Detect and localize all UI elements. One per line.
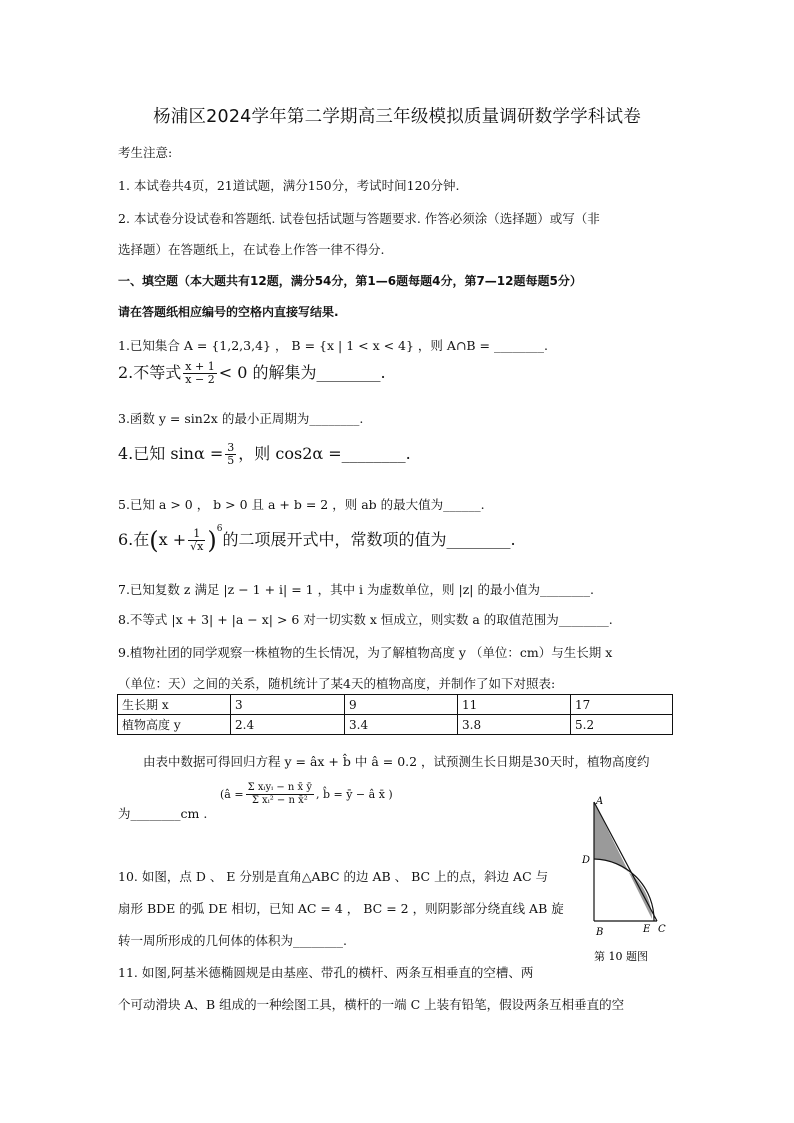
table-cell: 生长期 x xyxy=(118,695,231,715)
figure-10 xyxy=(572,790,672,965)
question-10-line-1: 10. 如图，点 D 、 E 分别是直角△ABC 的边 AB 、 BC 上的点，斜边 AC 与 xyxy=(118,869,549,884)
question-2 xyxy=(118,360,386,386)
table-cell: 5.2 xyxy=(571,715,673,735)
question-10-line-3: 转一周所形成的几何体的体积为________. xyxy=(118,933,347,948)
q2-numerator: x + 1 xyxy=(185,360,215,373)
q6-fraction xyxy=(188,528,205,553)
right-paren: ) xyxy=(207,526,217,555)
table-cell: 植物高度 y xyxy=(118,715,231,735)
q6-numerator: 1 xyxy=(188,528,205,541)
table-row xyxy=(118,695,673,715)
section-instruction: 请在答题纸相应编号的空格内直接写结果. xyxy=(118,305,339,319)
q6-inner: x + xyxy=(158,530,187,549)
label-a: A xyxy=(596,796,604,807)
q6-exponent: 6 xyxy=(216,524,223,534)
q6-denominator: √x xyxy=(190,540,204,553)
table-cell: 2.4 xyxy=(231,715,345,735)
figure-caption: 第 10 题图 xyxy=(594,950,648,963)
q6-suffix: 的二项展开式中，常数项的值为________. xyxy=(222,530,516,549)
label-d: D xyxy=(582,855,591,866)
section-heading: 一、填空题（本大题共有12题，满分54分，第1—6题每题4分，第7—12题每题5分） xyxy=(118,274,582,288)
table-cell: 9 xyxy=(345,695,458,715)
question-5: 5.已知 a > 0 ， b > 0 且 a + b = 2 ，则 ab 的最大值为______. xyxy=(118,497,485,512)
q4-fraction xyxy=(225,442,236,467)
formula-a-label: (â = xyxy=(220,788,244,801)
table-cell: 3 xyxy=(231,695,345,715)
q2-fraction xyxy=(183,361,216,386)
table-cell: 3.8 xyxy=(458,715,571,735)
formula-fraction xyxy=(246,782,314,807)
table-cell: 17 xyxy=(571,695,673,715)
question-6 xyxy=(118,524,516,555)
notice-item-2b: 选择题）在答题纸上，在试卷上作答一律不得分. xyxy=(118,242,385,257)
question-9-line-1: 9.植物社团的同学观察一株植物的生长情况，为了解植物高度 y （单位：cm）与生长期 x xyxy=(118,645,613,660)
notice-item-1: 1. 本试卷共4页，21道试题，满分150分，考试时间120分钟. xyxy=(118,178,460,193)
q2-prefix: 2.不等式 xyxy=(118,363,182,382)
question-8: 8.不等式 |x + 3| + |a − x| > 6 对一切实数 x 恒成立，则实数 a 的取值范围为________. xyxy=(118,612,613,627)
formula-denominator: Σ xᵢ² − n x̄² xyxy=(251,795,308,806)
question-9-line-3: 由表中数据可得回归方程 y = âx + b̂ 中 â = 0.2 ，试预测生长日期是30天时，植物高度约 xyxy=(143,754,650,769)
label-b: B xyxy=(596,927,604,938)
formula-numerator: Σ xᵢyᵢ − n x̄ ȳ xyxy=(247,782,312,793)
question-11-line-2: 个可动滑块 A、B 组成的一种绘图工具，横杆的一端 C 上装有铅笔，假设两条互相垂直的空 xyxy=(118,997,625,1012)
label-e: E xyxy=(643,924,651,935)
q2-denominator: x − 2 xyxy=(185,373,215,386)
question-9-line-4: 为________cm . xyxy=(118,806,208,821)
notice-item-2a: 2. 本试卷分设试卷和答题纸. 试卷包括试题与答题要求. 作答必须涂（选择题）或写（非 xyxy=(118,211,600,226)
notice-header: 考生注意: xyxy=(118,145,173,160)
question-9-line-2: （单位：天）之间的关系，随机统计了某4天的植物高度，并制作了如下对照表: xyxy=(118,676,556,691)
question-3: 3.函数 y = sin2x 的最小正周期为________. xyxy=(118,411,364,426)
q4-denominator: 5 xyxy=(227,454,235,467)
regression-formula xyxy=(220,782,393,807)
q6-prefix: 6.在 xyxy=(118,530,150,549)
label-c: C xyxy=(658,924,666,935)
question-10-line-2: 扇形 BDE 的弧 DE 相切，已知 AC = 4 ， BC = 2 ，则阴影部分绕直线 AB 旋 xyxy=(118,901,564,916)
data-table xyxy=(117,694,673,735)
question-1: 1.已知集合 A = {1,2,3,4} ， B = {x | 1 < x < 4} ，则 A∩B = ________. xyxy=(118,338,548,353)
formula-b-label: , b̂ = ȳ − â x̄ ) xyxy=(315,788,393,801)
q4-prefix: 4.已知 sinα = xyxy=(118,444,224,463)
question-11-line-1: 11. 如图,阿基米德椭圆规是由基座、带孔的横杆、两条互相垂直的空槽、两 xyxy=(118,965,534,980)
q4-suffix: ，则 cos2α =________. xyxy=(238,444,411,463)
page-title: 杨浦区2024学年第二学期高三年级模拟质量调研数学学科试卷 xyxy=(153,107,641,127)
q4-numerator: 3 xyxy=(227,441,235,454)
question-4 xyxy=(118,441,411,467)
segment-ac xyxy=(594,802,657,921)
q2-suffix: < 0 的解集为________. xyxy=(218,363,386,382)
question-7: 7.已知复数 z 满足 |z − 1 + i| = 1 ，其中 i 为虚数单位，则 |z| 的最小值为________. xyxy=(118,582,594,597)
left-paren: ( xyxy=(149,526,159,555)
table-cell: 11 xyxy=(458,695,571,715)
table-cell: 3.4 xyxy=(345,715,458,735)
table-row xyxy=(118,715,673,735)
